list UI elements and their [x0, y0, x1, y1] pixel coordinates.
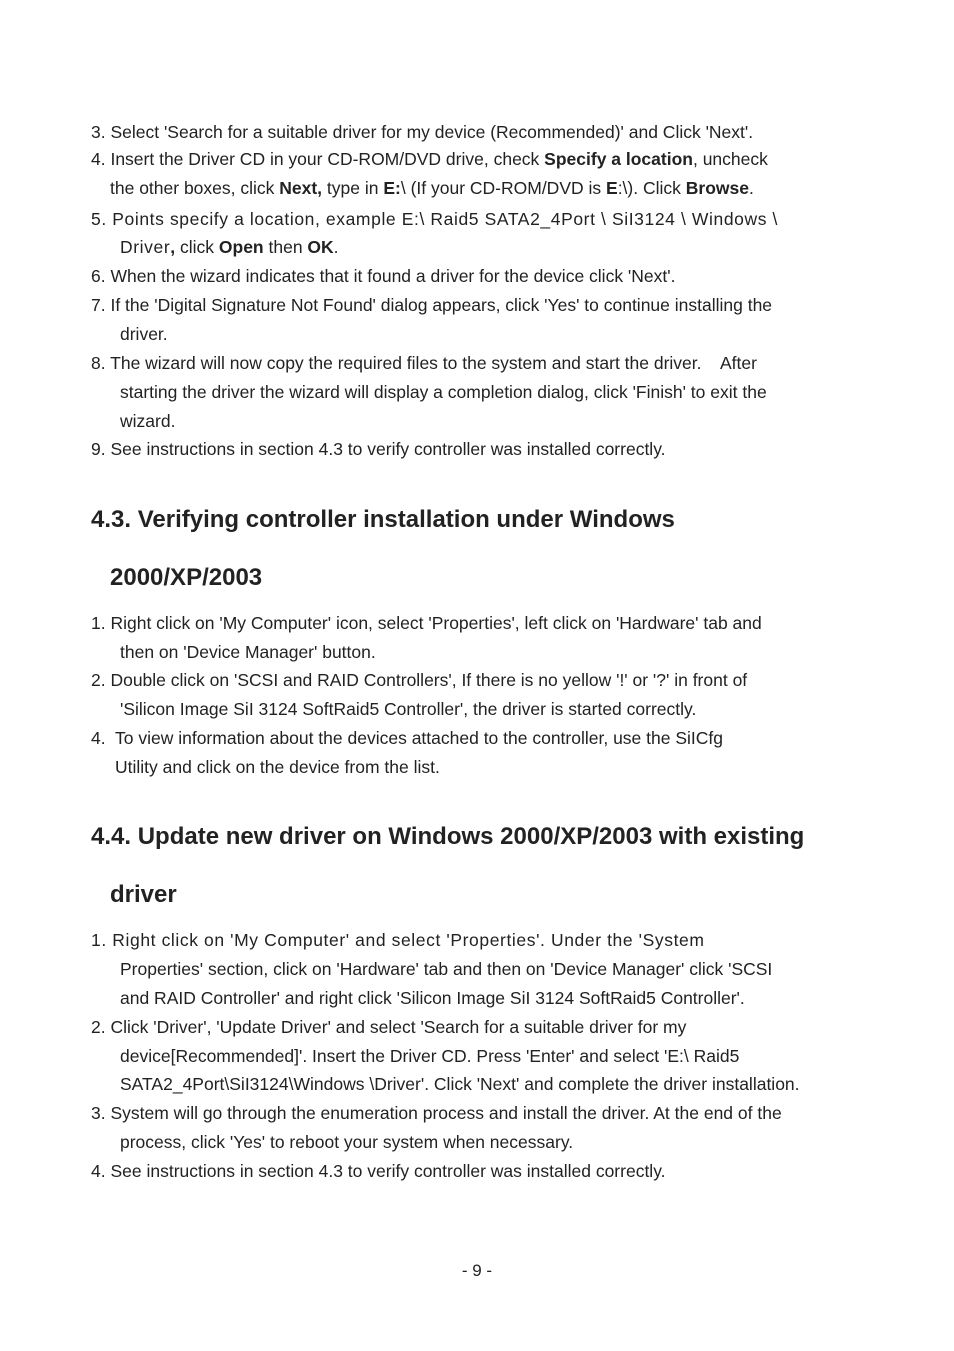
text-run: , uncheck	[692, 149, 768, 169]
section-4-3-item-1-line2: then on 'Device Manager' button.	[120, 642, 376, 662]
section-4-4-item-2-line1: 2. Click 'Driver', 'Update Driver' and select 'Search for a suitable driver for my	[91, 1017, 687, 1037]
section-4-4-title-line1: 4.4. Update new driver on Windows 2000/XP/2003 with existing	[91, 823, 805, 850]
section-4-4-item-1-line2: Properties' section, click on 'Hardware' tab and then on 'Device Manager' click 'SCSI	[120, 959, 773, 979]
bold-run: ,	[170, 237, 176, 257]
section-4-4-item-1-line1: 1. Right click on 'My Computer' and select 'Properties'. Under the 'System	[91, 930, 705, 950]
text-run: Driver	[120, 237, 171, 257]
list-item-7-line1: 7. If the 'Digital Signature Not Found' dialog appears, click 'Yes' to continue installing the	[91, 295, 773, 315]
text-run: .	[333, 237, 339, 257]
list-item-5-line1: 5. Points specify a location, example E:\ Raid5 SATA2_4Port \ SiI3124 \ Windows \	[91, 209, 779, 229]
text-run: \ (If your CD-ROM/DVD is	[400, 178, 606, 198]
text-run: .	[748, 178, 754, 198]
bold-run: E	[606, 178, 618, 198]
text-run: type in	[322, 178, 384, 198]
section-4-3-item-4-line2: Utility and click on the device from the list.	[115, 757, 440, 777]
section-4-3-title-line1: 4.3. Verifying controller installation under Windows	[91, 506, 675, 533]
list-item-4-line1	[91, 148, 768, 170]
bold-run: Open	[218, 237, 264, 257]
section-4-3-item-2-line1: 2. Double click on 'SCSI and RAID Controllers', If there is no yellow '!' or '?' in front of	[91, 670, 748, 690]
list-item-3: 3. Select 'Search for a suitable driver for my device (Recommended)' and Click 'Next'.	[91, 122, 754, 142]
section-4-4-item-2-line2: device[Recommended]'. Insert the Driver CD. Press 'Enter' and select 'E:\ Raid5	[120, 1046, 740, 1066]
list-item-7-line2: driver.	[120, 324, 168, 344]
section-4-3-item-2-line2: 'Silicon Image SiI 3124 SoftRaid5 Controller', the driver is started correctly.	[120, 699, 697, 719]
bold-run: Specify a location	[544, 149, 693, 169]
text-run: then	[263, 237, 308, 257]
list-item-4-line2	[110, 177, 754, 199]
section-4-4-item-4: 4. See instructions in section 4.3 to verify controller was installed correctly.	[91, 1161, 666, 1181]
section-4-3-title-line2: 2000/XP/2003	[110, 564, 263, 591]
bold-run: Browse	[685, 178, 749, 198]
page-number: - 9 -	[461, 1261, 493, 1280]
bold-run: OK	[307, 237, 334, 257]
section-4-3-item-1-line1: 1. Right click on 'My Computer' icon, select 'Properties', left click on 'Hardware' tab and	[91, 613, 762, 633]
list-item-5-line2	[120, 236, 339, 258]
text-run: 4. Insert the Driver CD in your CD-ROM/DVD drive, check	[91, 149, 545, 169]
section-4-4-item-3-line1: 3. System will go through the enumeration process and install the driver. At the end of the	[91, 1103, 782, 1123]
text-run: the other boxes, click	[110, 178, 280, 198]
text-run: :\). Click	[617, 178, 686, 198]
section-4-4-title-line2: driver	[110, 881, 177, 908]
section-4-4-item-3-line2: process, click 'Yes' to reboot your system when necessary.	[120, 1132, 574, 1152]
list-item-8-line3: wizard.	[120, 411, 176, 431]
list-item-6: 6. When the wizard indicates that it found a driver for the device click 'Next'.	[91, 266, 676, 286]
section-4-3-item-4-line1: 4. To view information about the devices attached to the controller, use the SiICfg	[91, 728, 723, 748]
list-item-9: 9. See instructions in section 4.3 to verify controller was installed correctly.	[91, 439, 666, 459]
section-4-4-item-1-line3: and RAID Controller' and right click 'Silicon Image SiI 3124 SoftRaid5 Controller'.	[120, 988, 745, 1008]
section-4-4-item-2-line3: SATA2_4Port\SiI3124\Windows \Driver'. Click 'Next' and complete the driver installation.	[120, 1074, 800, 1094]
list-item-8-line2: starting the driver the wizard will display a completion dialog, click 'Finish' to exit the	[120, 382, 767, 402]
list-item-8-line1: 8. The wizard will now copy the required files to the system and start the driver. After	[91, 353, 757, 373]
text-run: click	[175, 237, 219, 257]
bold-run: Next,	[279, 178, 323, 198]
bold-run: E:	[383, 178, 401, 198]
